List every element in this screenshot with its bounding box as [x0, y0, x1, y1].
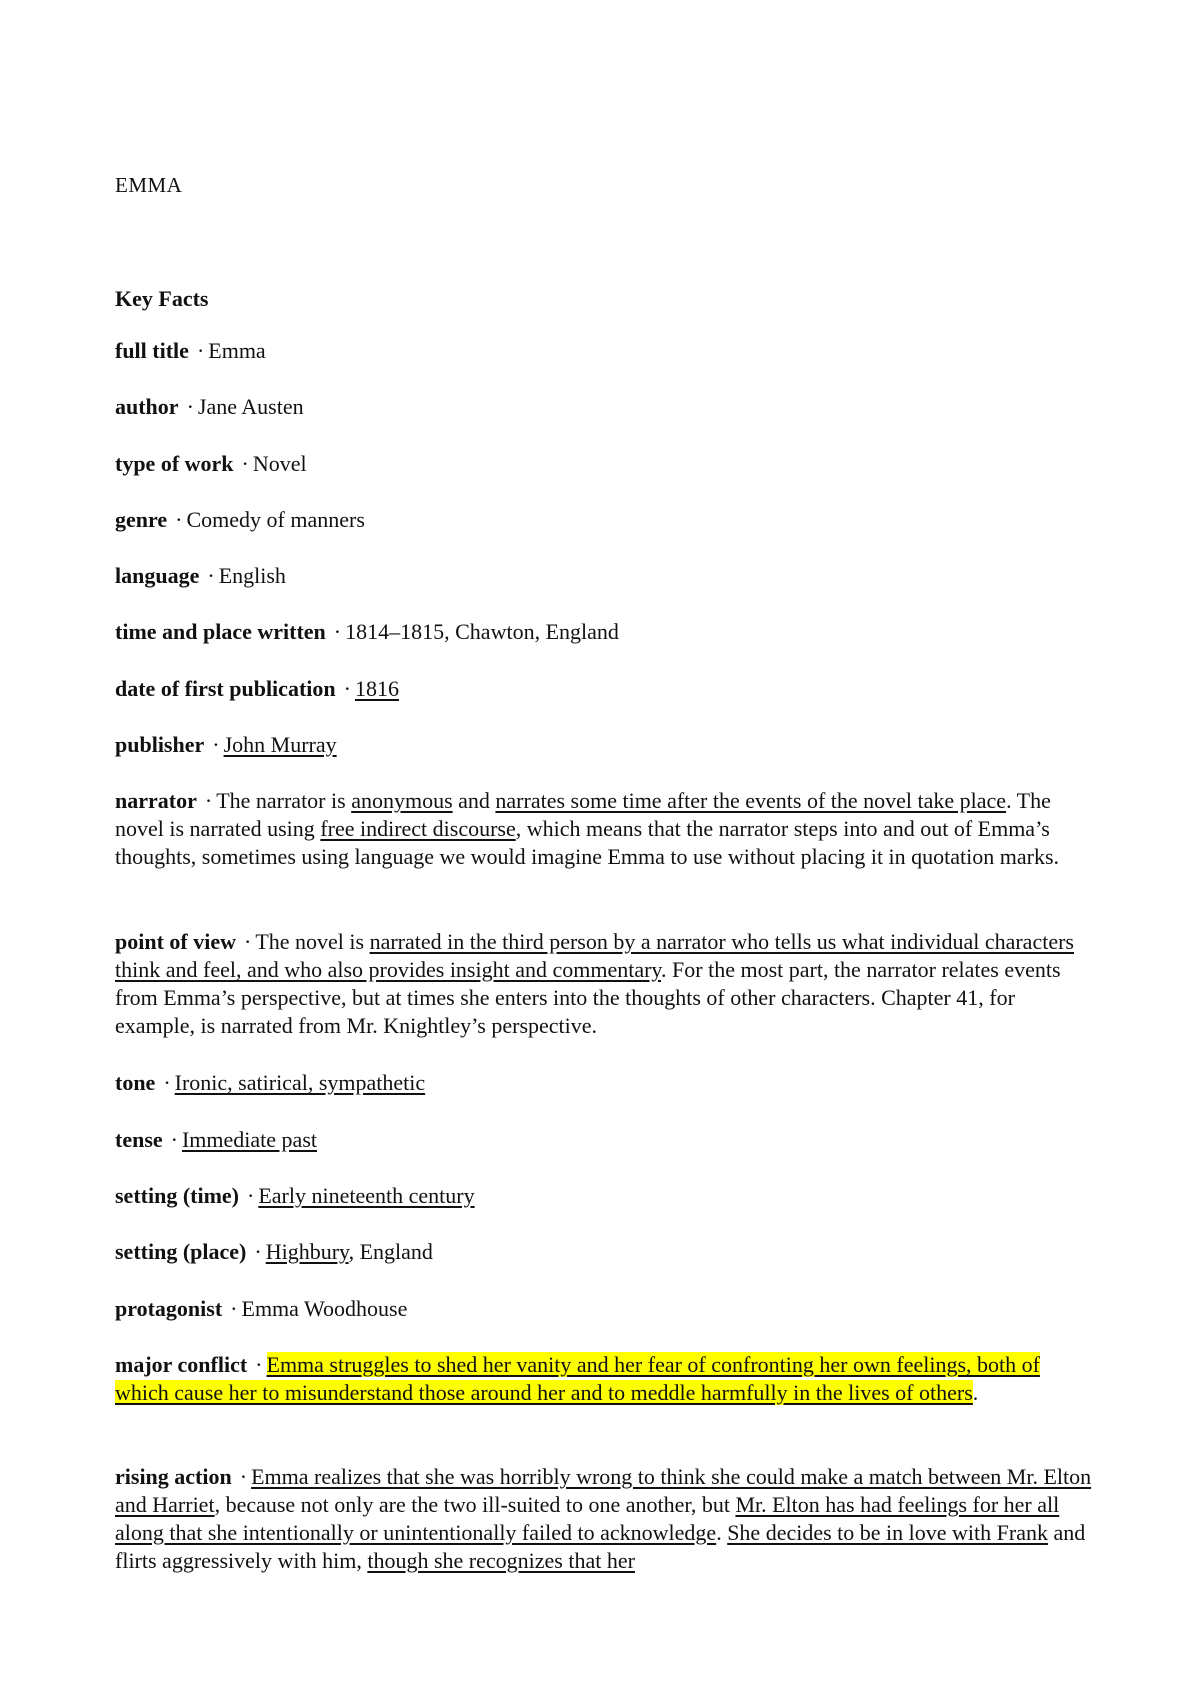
underlined-text: Immediate past	[181, 1127, 317, 1152]
underlined-text: 1816	[354, 676, 399, 701]
fact-protagonist	[115, 1295, 1095, 1323]
fact-separator: ·	[212, 732, 220, 757]
fact-text: .	[716, 1520, 728, 1545]
underlined-text: narrates some time after the events of the novel take place	[495, 788, 1007, 813]
fact-language	[115, 562, 1095, 590]
fact-separator: ·	[241, 451, 249, 476]
underlined-text: free indirect discourse	[320, 816, 516, 841]
fact-separator: ·	[333, 619, 342, 644]
fact-text: 1814–1815, Chawton, England	[345, 619, 619, 644]
fact-label: tone	[115, 1070, 156, 1095]
fact-text: Novel	[252, 451, 307, 476]
underlined-text: John Murray	[223, 732, 337, 757]
fact-publisher	[115, 731, 1095, 759]
fact-label: full title	[115, 338, 189, 363]
fact-date-of-first-publication	[115, 675, 1095, 703]
fact-genre	[115, 506, 1095, 534]
fact-text: The narrator is	[216, 788, 352, 813]
fact-separator: ·	[247, 1183, 255, 1208]
underlined-text: Mr. Elton has had feelings for her all along that she intentionally or unintentionally failed to acknowledge	[115, 1492, 1060, 1545]
fact-rising-action	[115, 1463, 1095, 1575]
fact-label: publisher	[115, 732, 205, 757]
fact-text: .	[972, 1380, 979, 1405]
fact-separator: ·	[170, 1127, 178, 1152]
fact-label: author	[115, 394, 179, 419]
fact-text: . The novel is narrated using	[115, 788, 1051, 841]
fact-text: Emma	[208, 338, 266, 363]
fact-text: English	[218, 563, 286, 588]
fact-separator: ·	[186, 394, 194, 419]
fact-text: , England	[348, 1239, 433, 1264]
fact-text: Jane Austen	[197, 394, 304, 419]
fact-setting-place	[115, 1238, 1095, 1266]
underlined-text: Early nineteenth century	[258, 1183, 475, 1208]
fact-tense	[115, 1126, 1095, 1154]
underlined-text: anonymous	[351, 788, 453, 813]
fact-label: genre	[115, 507, 168, 532]
fact-separator: ·	[175, 507, 183, 532]
fact-separator: ·	[163, 1070, 171, 1095]
fact-separator: ·	[244, 929, 252, 954]
fact-tone	[115, 1069, 1095, 1097]
fact-separator: ·	[230, 1296, 238, 1321]
fact-label: setting (time)	[115, 1183, 240, 1208]
document-title: EMMA	[115, 173, 183, 197]
fact-label: setting (place)	[115, 1239, 247, 1264]
fact-time-and-place-written	[115, 618, 1095, 646]
underlined-text: She decides to be in love with Frank	[727, 1520, 1048, 1545]
fact-separator: ·	[204, 788, 213, 813]
fact-text: , because not only are the two ill-suited to one another, but	[214, 1492, 736, 1517]
underlined-text: Emma struggles to shed her vanity and her fear of confronting her own feelings, both of which cause her to misunderstand those around her and to meddle harmfully in the lives of others	[115, 1352, 1040, 1405]
fact-label: rising action	[115, 1464, 232, 1489]
fact-text: . For the most part, the narrator relates events from Emma’s perspective, but at times she enters into the thoughts of other characters. Chapter 41, for example, is narrated from Mr. Knightley’s perspective.	[115, 957, 1061, 1038]
fact-label: narrator	[115, 788, 197, 813]
underlined-text: Highbury	[265, 1239, 349, 1264]
fact-text: Comedy of manners	[186, 507, 365, 532]
underlined-text: Emma realizes that she was horribly wrong to think she could make a match between Mr. Elton and Harriet	[115, 1464, 1092, 1517]
fact-type-of-work	[115, 450, 1095, 478]
fact-separator: ·	[255, 1352, 263, 1377]
fact-label: point of view	[115, 929, 236, 954]
underlined-text: narrated in the third person by a narrator who tells us what individual characters think and feel, and who also provides insight and commentary	[115, 929, 1074, 982]
fact-separator: ·	[196, 338, 205, 363]
fact-label: language	[115, 563, 200, 588]
fact-separator: ·	[207, 563, 215, 588]
fact-separator: ·	[343, 676, 351, 701]
fact-full-title	[115, 337, 1095, 365]
fact-separator: ·	[239, 1464, 248, 1489]
underlined-text: Ironic, satirical, sympathetic	[174, 1070, 426, 1095]
fact-author	[115, 393, 1095, 421]
underlined-text: though she recognizes that her	[367, 1548, 635, 1573]
fact-label: major conflict	[115, 1352, 248, 1377]
fact-label: type of work	[115, 451, 234, 476]
fact-text: Emma Woodhouse	[241, 1296, 408, 1321]
fact-label: protagonist	[115, 1296, 223, 1321]
fact-point-of-view	[115, 928, 1095, 1040]
fact-text: The novel is	[255, 929, 370, 954]
fact-label: date of first publication	[115, 676, 336, 701]
fact-narrator	[115, 787, 1095, 871]
fact-text: and	[452, 788, 496, 813]
fact-major-conflict	[115, 1351, 1095, 1407]
fact-text: , which means that the narrator steps into and out of Emma’s thoughts, sometimes using language we would imagine Emma to use without placing it in quotation marks.	[115, 816, 1060, 869]
section-heading: Key Facts	[115, 286, 209, 311]
fact-label: time and place written	[115, 619, 326, 644]
fact-separator: ·	[254, 1239, 262, 1264]
fact-text: and flirts aggressively with him,	[115, 1520, 1086, 1573]
fact-setting-time	[115, 1182, 1095, 1210]
fact-label: tense	[115, 1127, 163, 1152]
